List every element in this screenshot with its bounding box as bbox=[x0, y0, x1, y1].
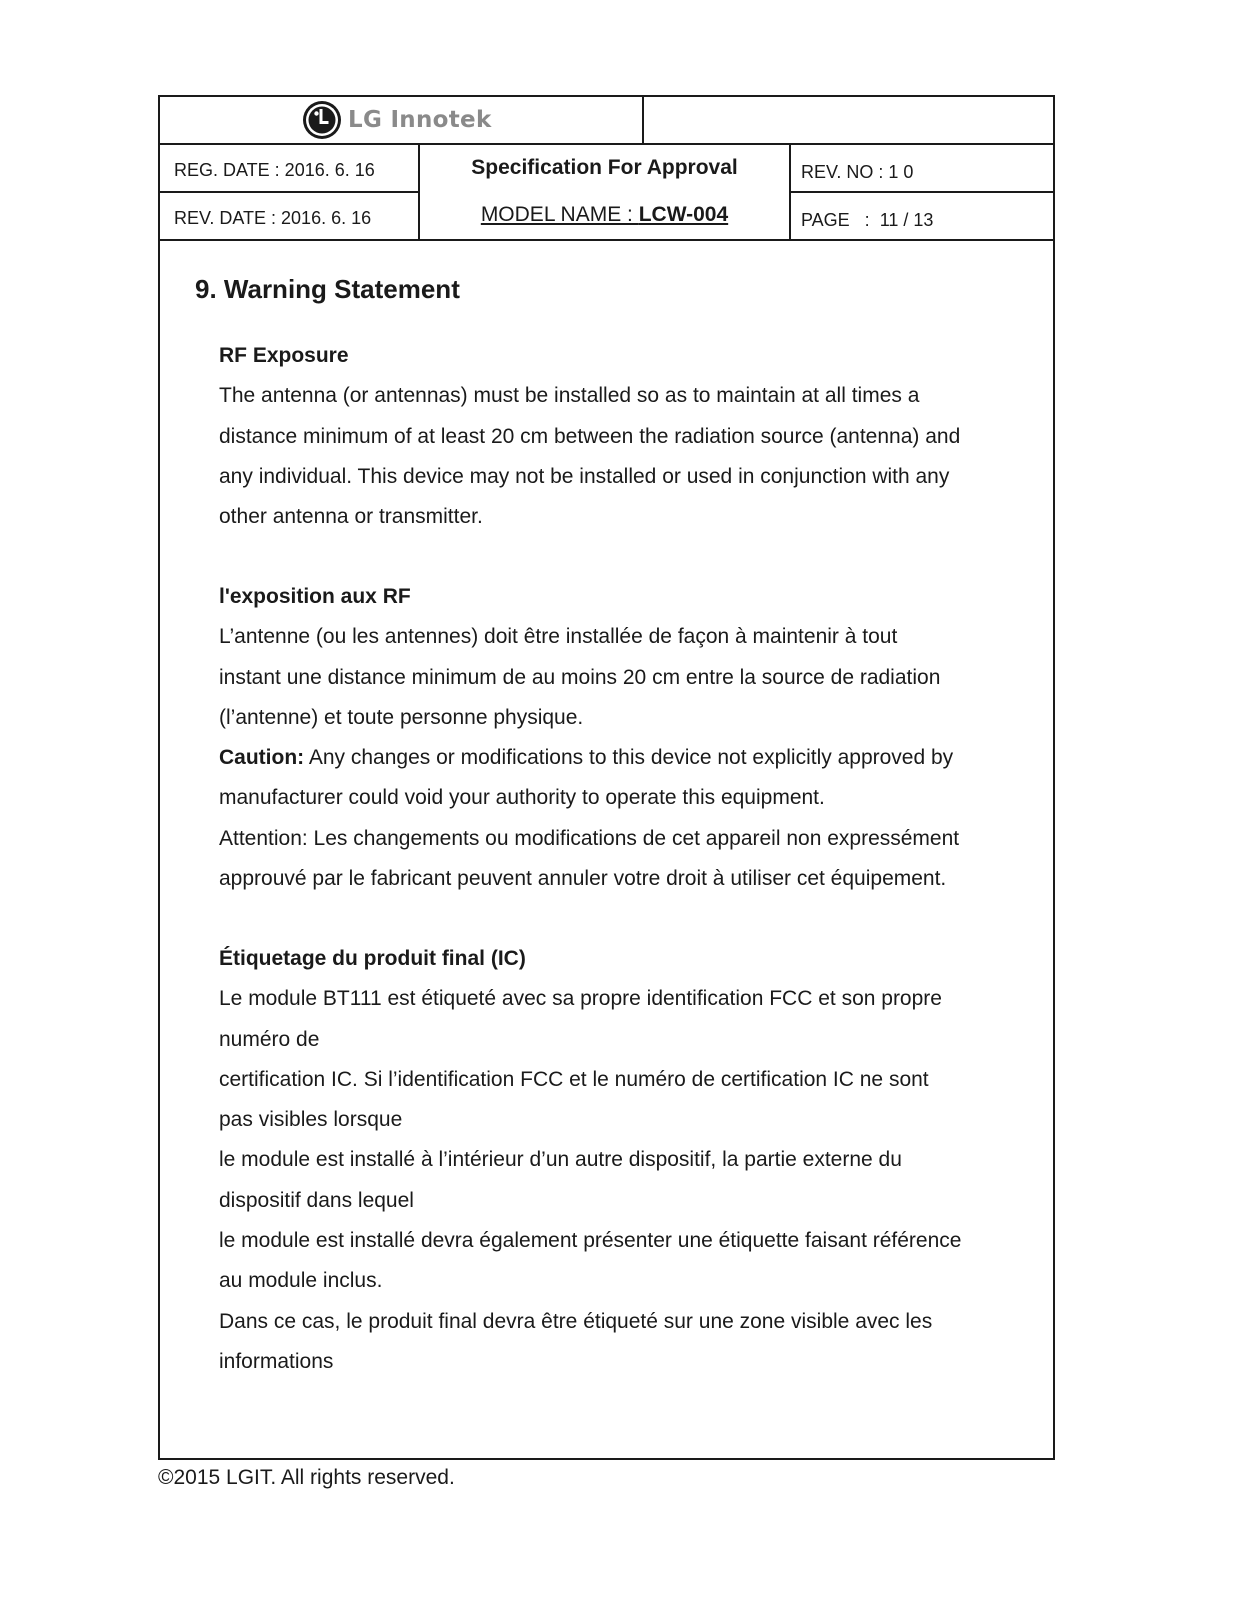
spec-cell bbox=[420, 145, 791, 241]
labeling-line-1: Le module BT111 est étiqueté avec sa propre identification FCC et son propre bbox=[219, 987, 942, 1011]
section-title: 9. Warning Statement bbox=[195, 274, 460, 304]
model-name: LCW-004 bbox=[638, 203, 729, 226]
rev-date-cell bbox=[160, 193, 420, 241]
company-logo bbox=[302, 100, 492, 140]
caution-line-1 bbox=[219, 738, 1019, 778]
attention-line-2: approuvé par le fabricant peuvent annuler votre droit à utiliser cet équipement. bbox=[219, 867, 947, 891]
page-cell bbox=[791, 193, 1053, 241]
rf-line-1: The antenna (or antennas) must be installed so as to maintain at all times a bbox=[219, 384, 920, 408]
reg-date-cell bbox=[160, 145, 420, 193]
logo-text: LG Innotek bbox=[348, 107, 492, 133]
caution-label: Caution: bbox=[219, 746, 305, 770]
labeling-line-10: informations bbox=[219, 1349, 334, 1373]
page-number: PAGE : 11 / 13 bbox=[801, 210, 934, 230]
labeling-block bbox=[219, 939, 1019, 1382]
rf-exposure-fr-block bbox=[219, 577, 1019, 899]
logo-cell bbox=[160, 97, 644, 143]
rev-no: REV. NO : 1 0 bbox=[801, 162, 914, 182]
rf-exposure-block bbox=[219, 336, 1019, 537]
rev-no-cell bbox=[791, 145, 1053, 193]
rev-date: REV. DATE : 2016. 6. 16 bbox=[174, 208, 372, 228]
caution-line-2: manufacturer could void your authority to operate this equipment. bbox=[219, 786, 825, 810]
labeling-heading: Étiquetage du produit final (IC) bbox=[219, 947, 526, 970]
labeling-line-5: le module est installé à l’intérieur d’un autre dispositif, la partie externe du bbox=[219, 1148, 902, 1172]
rf-fr-line-2: instant une distance minimum de au moins 20 cm entre la source de radiation bbox=[219, 665, 941, 689]
rf-line-4: other antenna or transmitter. bbox=[219, 505, 483, 529]
labeling-line-8: au module inclus. bbox=[219, 1269, 383, 1293]
labeling-line-6: dispositif dans lequel bbox=[219, 1188, 414, 1212]
model-name-line bbox=[420, 203, 789, 227]
labeling-line-4: pas visibles lorsque bbox=[219, 1108, 403, 1132]
labeling-line-7: le module est installé devra également présenter une étiquette faisant référence bbox=[219, 1229, 962, 1253]
lg-logo-icon bbox=[302, 100, 342, 140]
labeling-line-2: numéro de bbox=[219, 1027, 320, 1051]
rf-line-2: distance minimum of at least 20 cm between the radiation source (antenna) and bbox=[219, 424, 961, 448]
reg-date: REG. DATE : 2016. 6. 16 bbox=[174, 160, 375, 180]
rf-exposure-fr-heading: l'exposition aux RF bbox=[219, 585, 411, 608]
header-logo-row bbox=[160, 97, 1053, 145]
rf-fr-line-3: (l’antenne) et toute personne physique. bbox=[219, 705, 584, 729]
copyright-footer: ©2015 LGIT. All rights reserved. bbox=[158, 1466, 455, 1489]
rf-line-3: any individual. This device may not be installed or used in conjunction with any bbox=[219, 464, 950, 488]
attention-line-1: Attention: Les changements ou modifications de cet appareil non expressément bbox=[219, 826, 960, 850]
rf-exposure-heading: RF Exposure bbox=[219, 344, 349, 367]
labeling-line-9: Dans ce cas, le produit final devra être étiqueté sur une zone visible avec les bbox=[219, 1309, 933, 1333]
labeling-line-3: certification IC. Si l’identification FCC et le numéro de certification IC ne sont bbox=[219, 1067, 929, 1091]
rf-fr-line-1: L’antenne (ou les antennes) doit être installée de façon à maintenir à tout bbox=[219, 625, 898, 649]
model-prefix: MODEL NAME : bbox=[480, 203, 639, 226]
caution-text-1: Any changes or modifications to this device not explicitly approved by bbox=[304, 746, 954, 770]
document-frame bbox=[158, 95, 1055, 1460]
spec-title: Specification For Approval bbox=[471, 156, 738, 179]
